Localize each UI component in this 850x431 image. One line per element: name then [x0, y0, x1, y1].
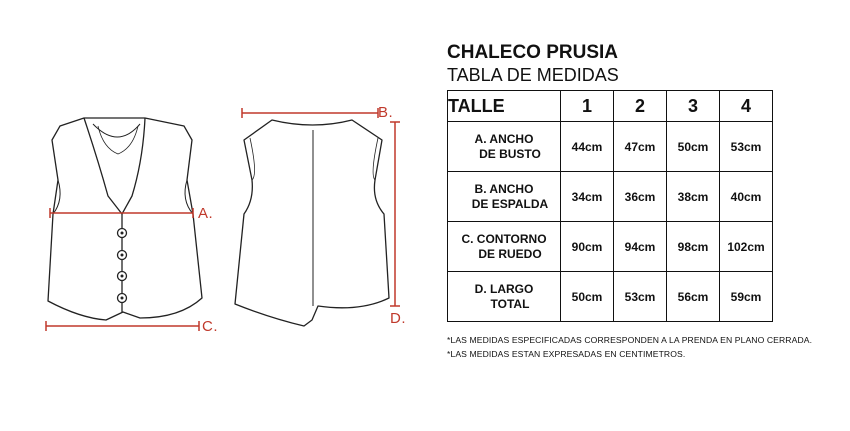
- header-size-2: 2: [614, 91, 667, 122]
- header-size-1: 1: [561, 91, 614, 122]
- row-label: B. ANCHO DE ESPALDA: [448, 172, 561, 222]
- table-row: [448, 122, 773, 172]
- table-cell: 90cm: [561, 222, 614, 272]
- table-cell: 44cm: [561, 122, 614, 172]
- measure-label-a: A.: [198, 205, 214, 222]
- size-table: [447, 90, 773, 322]
- measure-label-b: B.: [378, 104, 394, 121]
- table-cell: 98cm: [667, 222, 720, 272]
- table-cell: 50cm: [561, 272, 614, 322]
- table-cell: 34cm: [561, 172, 614, 222]
- table-cell: 38cm: [667, 172, 720, 222]
- table-row: [448, 222, 773, 272]
- table-cell: 94cm: [614, 222, 667, 272]
- vest-back-drawing: [235, 120, 389, 326]
- header-talle: TALLE: [448, 91, 561, 122]
- measure-label-c: C.: [202, 318, 218, 335]
- header-size-3: 3: [667, 91, 720, 122]
- table-cell: 56cm: [667, 272, 720, 322]
- vest-front-drawing: [48, 118, 202, 320]
- table-cell: 50cm: [667, 122, 720, 172]
- table-cell: 53cm: [614, 272, 667, 322]
- table-cell: 102cm: [720, 222, 773, 272]
- table-cell: 59cm: [720, 272, 773, 322]
- measure-label-d: D.: [390, 310, 406, 327]
- note-centimeters: *LAS MEDIDAS ESTAN EXPRESADAS EN CENTIMETROS.: [447, 349, 686, 359]
- table-cell: 53cm: [720, 122, 773, 172]
- row-label: A. ANCHO DE BUSTO: [448, 122, 561, 172]
- header-size-4: 4: [720, 91, 773, 122]
- table-cell: 40cm: [720, 172, 773, 222]
- table-row: [448, 272, 773, 322]
- table-header-row: [448, 91, 773, 122]
- table-cell: 36cm: [614, 172, 667, 222]
- table-cell: 47cm: [614, 122, 667, 172]
- note-flat-closed: *LAS MEDIDAS ESPECIFICADAS CORRESPONDEN A LA PRENDA EN PLANO CERRADA.: [447, 335, 813, 345]
- page-subtitle: TABLA DE MEDIDAS: [447, 65, 619, 85]
- page-title: CHALECO PRUSIA: [447, 42, 619, 63]
- table-row: [448, 172, 773, 222]
- row-label: C. CONTORNO DE RUEDO: [448, 222, 561, 272]
- row-label: D. LARGO TOTAL: [448, 272, 561, 322]
